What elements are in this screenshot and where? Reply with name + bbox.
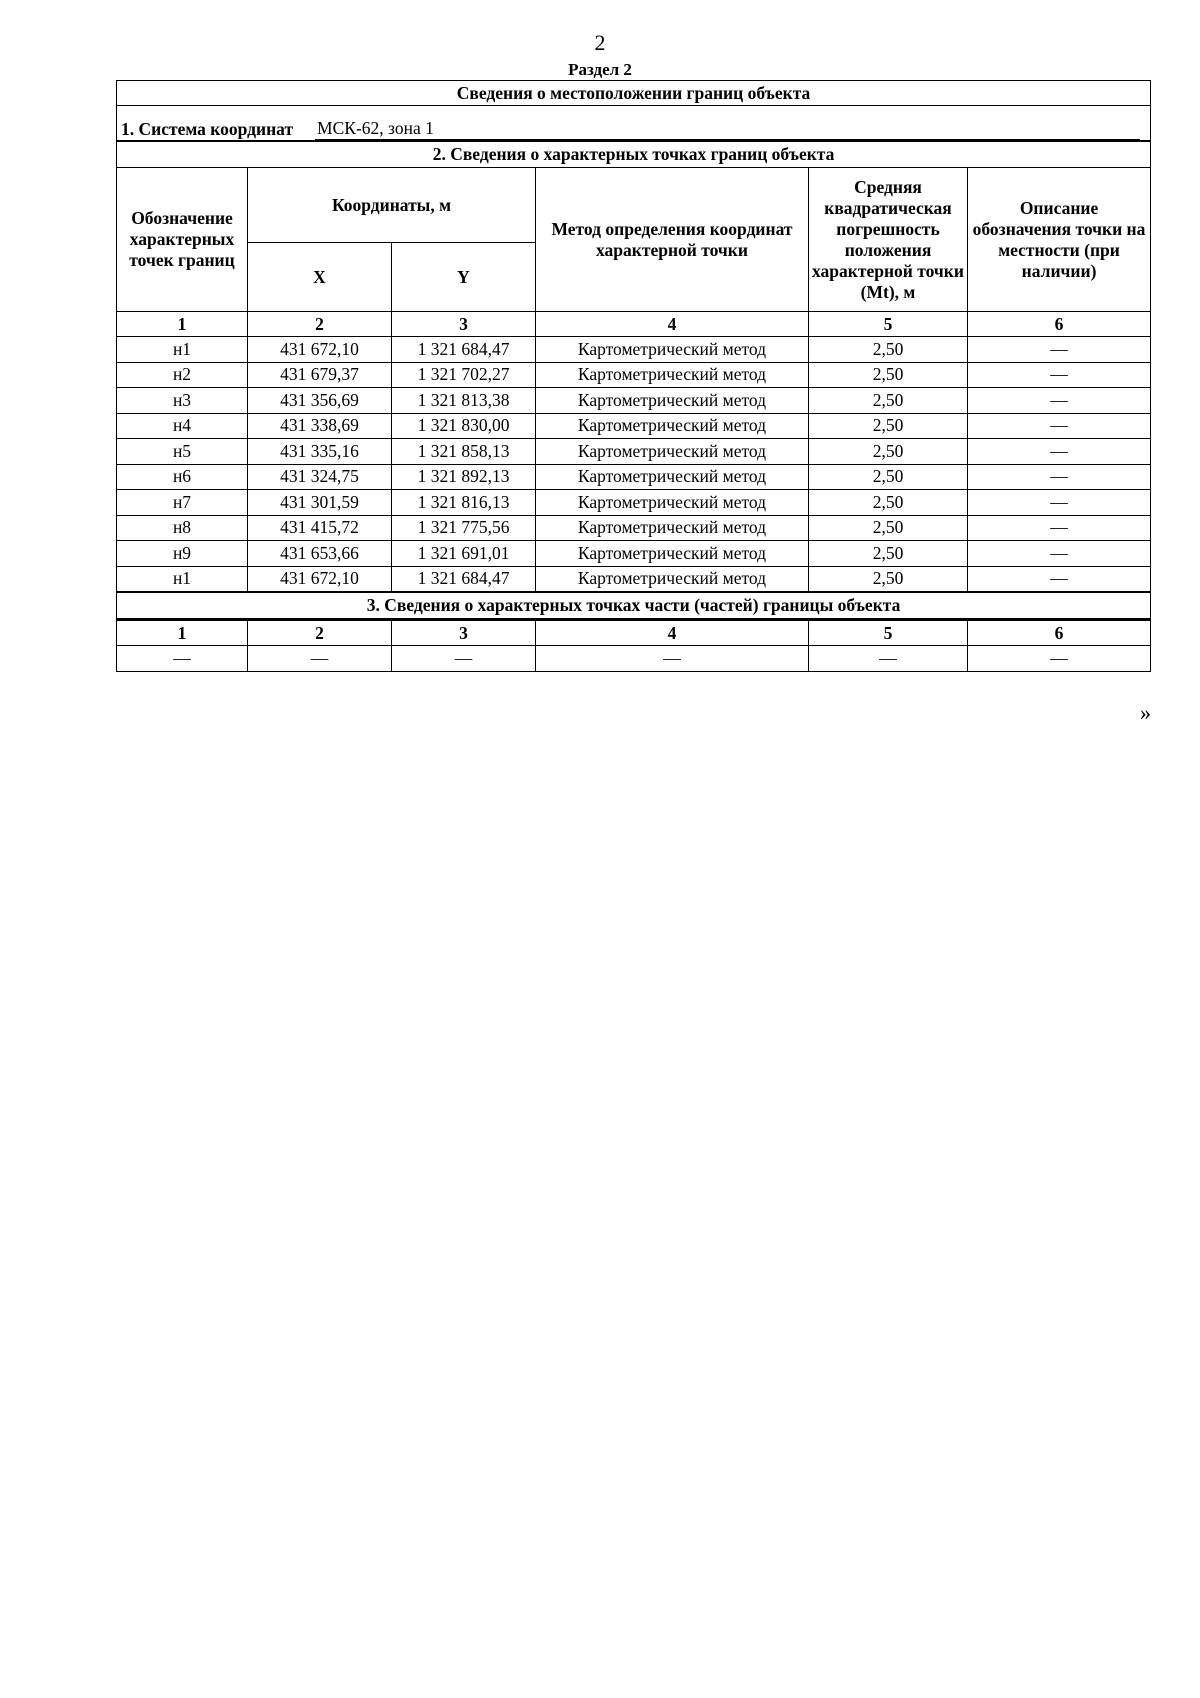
table-cell: 431 679,37	[248, 362, 392, 388]
coord-system-value: МСК-62, зона 1	[315, 117, 1140, 140]
table-cell: 431 672,10	[248, 566, 392, 592]
column-number: 3	[392, 312, 536, 337]
column-number: 5	[809, 620, 968, 646]
column-number: 1	[117, 620, 248, 646]
table-title: Сведения о местоположении границ объекта	[117, 81, 1151, 106]
column-numbers-row-2	[117, 620, 1151, 646]
table-cell: н8	[117, 515, 248, 541]
table-cell: 431 324,75	[248, 464, 392, 490]
table-cell: —	[968, 566, 1151, 592]
table-row	[117, 337, 1151, 363]
table-cell: —	[117, 646, 248, 672]
table-row	[117, 413, 1151, 439]
points-subtitle: 2. Сведения о характерных точках границ объекта	[117, 141, 1151, 168]
header-mean-error: Средняя квадратическая погрешность положения характерной точки (Mt), м	[809, 168, 968, 312]
column-number: 4	[536, 312, 809, 337]
table-cell: —	[968, 413, 1151, 439]
table-cell: —	[968, 646, 1151, 672]
table-cell: Картометрический метод	[536, 515, 809, 541]
table-cell: 431 356,69	[248, 388, 392, 414]
table-cell: 2,50	[809, 515, 968, 541]
table-cell: н3	[117, 388, 248, 414]
table-row	[117, 439, 1151, 465]
table-cell: —	[968, 515, 1151, 541]
table-cell: 1 321 684,47	[392, 566, 536, 592]
table-row	[117, 515, 1151, 541]
closing-quote: »	[1140, 700, 1151, 725]
table-row	[117, 388, 1151, 414]
table-cell: 431 415,72	[248, 515, 392, 541]
coord-system-row	[117, 106, 1151, 142]
table-cell: Картометрический метод	[536, 337, 809, 363]
table-cell: 1 321 702,27	[392, 362, 536, 388]
table-cell: н4	[117, 413, 248, 439]
table-cell: —	[392, 646, 536, 672]
boundary-document	[116, 80, 1150, 672]
table-cell: н9	[117, 541, 248, 567]
column-number: 2	[248, 620, 392, 646]
table-cell: —	[809, 646, 968, 672]
table-cell: —	[968, 439, 1151, 465]
table-row	[117, 566, 1151, 592]
table-cell: н1	[117, 566, 248, 592]
table-cell: 2,50	[809, 541, 968, 567]
table-cell: Картометрический метод	[536, 362, 809, 388]
header-point-designation: Обозначение характерных точек границ	[117, 168, 248, 312]
header-method: Метод определения координат характерной точки	[536, 168, 809, 312]
header-coordinates: Координаты, м	[248, 168, 536, 243]
table-cell: 431 301,59	[248, 490, 392, 516]
table-cell: 431 653,66	[248, 541, 392, 567]
column-number: 4	[536, 620, 809, 646]
table-row	[117, 362, 1151, 388]
table-cell: —	[248, 646, 392, 672]
column-number: 3	[392, 620, 536, 646]
table-cell: 431 338,69	[248, 413, 392, 439]
table-cell: н5	[117, 439, 248, 465]
table-cell: н7	[117, 490, 248, 516]
table-cell: 431 672,10	[248, 337, 392, 363]
coord-system-label: 1. Система координат	[121, 119, 294, 139]
table-cell: —	[968, 464, 1151, 490]
header-y: Y	[392, 243, 536, 312]
column-number: 2	[248, 312, 392, 337]
table-row	[117, 490, 1151, 516]
table-cell: 2,50	[809, 490, 968, 516]
table-cell: Картометрический метод	[536, 388, 809, 414]
table-cell: Картометрический метод	[536, 464, 809, 490]
table-cell: —	[536, 646, 809, 672]
table-cell: 1 321 813,38	[392, 388, 536, 414]
page-number: 2	[594, 30, 606, 55]
table-cell: —	[968, 388, 1151, 414]
table-cell: Картометрический метод	[536, 541, 809, 567]
table-row	[117, 541, 1151, 567]
table-cell: 1 321 684,47	[392, 337, 536, 363]
table-cell: 2,50	[809, 362, 968, 388]
table-cell: 2,50	[809, 439, 968, 465]
table-cell: 2,50	[809, 337, 968, 363]
column-number: 6	[968, 620, 1151, 646]
table-cell: —	[968, 541, 1151, 567]
table-cell: 431 335,16	[248, 439, 392, 465]
section-title: Раздел 2	[568, 60, 632, 79]
table-cell: н1	[117, 337, 248, 363]
table-cell: 1 321 892,13	[392, 464, 536, 490]
table-cell: 2,50	[809, 413, 968, 439]
table-cell: Картометрический метод	[536, 413, 809, 439]
table-cell: 1 321 830,00	[392, 413, 536, 439]
table-cell: 2,50	[809, 464, 968, 490]
table-cell: 1 321 775,56	[392, 515, 536, 541]
table-cell: 1 321 816,13	[392, 490, 536, 516]
table-cell: 1 321 691,01	[392, 541, 536, 567]
table-cell: —	[968, 362, 1151, 388]
table-cell: 1 321 858,13	[392, 439, 536, 465]
parts-row	[117, 646, 1151, 672]
table-cell: —	[968, 337, 1151, 363]
table-cell: Картометрический метод	[536, 439, 809, 465]
column-number: 6	[968, 312, 1151, 337]
header-description: Описание обозначения точки на местности (при наличии)	[968, 168, 1151, 312]
parts-subtitle: 3. Сведения о характерных точках части (частей) границы объекта	[117, 592, 1151, 620]
table-cell: 2,50	[809, 566, 968, 592]
table-cell: н6	[117, 464, 248, 490]
header-x: X	[248, 243, 392, 312]
column-number: 5	[809, 312, 968, 337]
column-number: 1	[117, 312, 248, 337]
column-numbers-row	[117, 312, 1151, 337]
boundary-table	[116, 80, 1151, 672]
table-cell: —	[968, 490, 1151, 516]
table-cell: Картометрический метод	[536, 566, 809, 592]
table-cell: н2	[117, 362, 248, 388]
table-cell: 2,50	[809, 388, 968, 414]
table-cell: Картометрический метод	[536, 490, 809, 516]
table-row	[117, 464, 1151, 490]
